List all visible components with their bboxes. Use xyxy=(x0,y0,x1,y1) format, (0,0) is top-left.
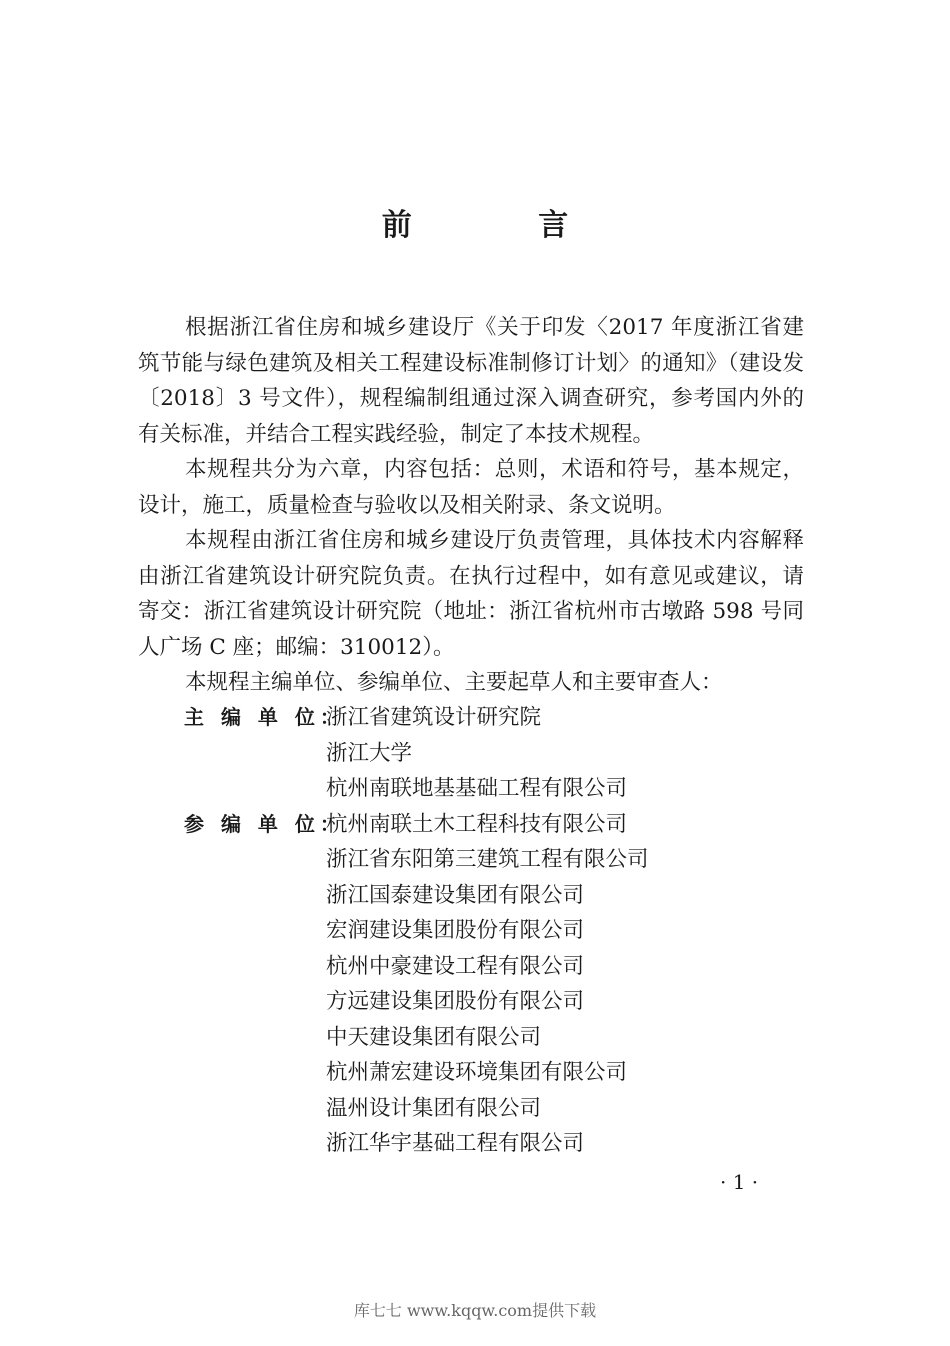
participating-unit-name: 中天建设集团有限公司 xyxy=(326,1024,542,1050)
participating-unit-name: 浙江国泰建设集团有限公司 xyxy=(326,882,585,908)
paragraph-basis: 根据浙江省住房和城乡建设厅《关于印发〈2017 年度浙江省建筑节能与绿色建筑及相关工程建设标准制修订计划〉的通知》（建设发〔2018〕3 号文件），规程编制组通过深入调查研究，参考国内外的有关标准，并结合工程实践经验，制定了本技术规程。 xyxy=(138,315,804,447)
participating-unit-name: 浙江华宇基础工程有限公司 xyxy=(326,1131,585,1156)
participating-unit-name: 浙江省东阳第三建筑工程有限公司 xyxy=(326,847,649,872)
chief-unit-name: 杭州南联地基基础工程有限公司 xyxy=(326,776,628,801)
participating-unit-name: 温州设计集团有限公司 xyxy=(326,1095,542,1121)
participating-unit-name: 杭州萧宏建设环境集团有限公司 xyxy=(326,1060,628,1085)
paragraph-contents: 本规程共分为六章，内容包括：总则，术语和符号，基本规定，设计，施工，质量检查与验收以及相关附录、条文说明。 xyxy=(138,457,804,518)
paragraph-management: 本规程由浙江省住房和城乡建设厅负责管理，具体技术内容解释由浙江省建筑设计研究院负责。在执行过程中，如有意见或建议，请寄交：浙江省建筑设计研究院（地址：浙江省杭州市古墩路 598 号同人广场 C 座；邮编：310012）。 xyxy=(138,528,804,660)
preface-body xyxy=(138,310,804,701)
participating-unit-name: 杭州中豪建设工程有限公司 xyxy=(326,953,585,979)
chief-units-block xyxy=(184,700,627,807)
chief-units-label: 主 编 单 位： xyxy=(184,705,345,729)
chief-units-list xyxy=(326,700,627,807)
paragraph-units-intro: 本规程主编单位、参编单位、主要起草人和主要审查人： xyxy=(185,670,723,695)
chief-unit-name: 浙江省建筑设计研究院 xyxy=(326,705,542,730)
participating-unit-name: 宏润建设集团股份有限公司 xyxy=(326,918,585,943)
page-number: · 1 · xyxy=(720,1170,759,1194)
participating-units-list xyxy=(326,807,649,1162)
download-footer: 库七七 www.kqqw.com提供下载 xyxy=(353,1301,597,1320)
participating-unit-name: 杭州南联土木工程科技有限公司 xyxy=(326,811,628,837)
participating-units-label: 参 编 单 位： xyxy=(184,811,345,836)
page-title: 前 言 xyxy=(381,208,627,243)
participating-unit-name: 方远建设集团股份有限公司 xyxy=(326,989,585,1014)
chief-unit-name: 浙江大学 xyxy=(326,740,413,766)
participating-units-block xyxy=(184,807,649,1162)
